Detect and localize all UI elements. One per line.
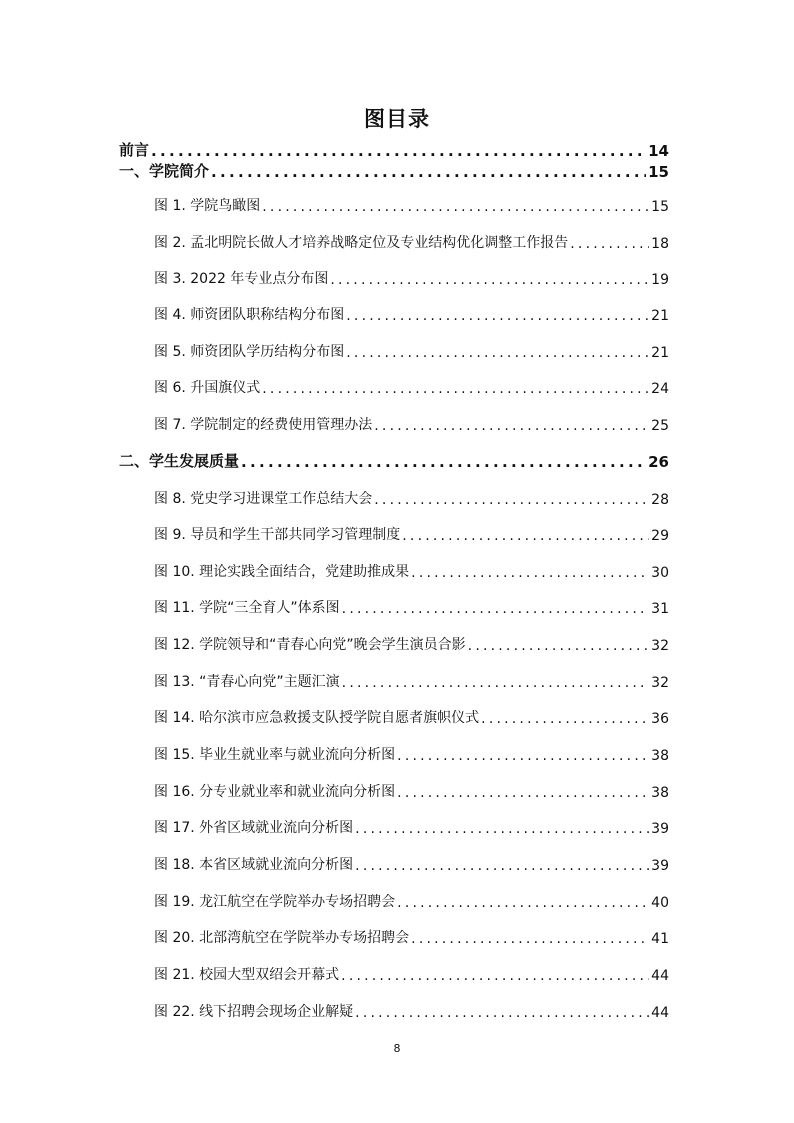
toc-figure-entry[interactable] xyxy=(154,522,669,544)
toc-page-number: 41 xyxy=(651,931,669,947)
toc-figure-label: 图 17. 外省区域就业流向分析图 xyxy=(154,820,354,836)
toc-figure-entry[interactable] xyxy=(154,632,669,654)
toc-page-number: 39 xyxy=(651,858,669,874)
toc-figure-label: 图 7. 学院制定的经费使用管理办法 xyxy=(154,417,373,433)
dot-leader xyxy=(397,785,649,801)
toc-figure-entry[interactable] xyxy=(154,999,669,1021)
toc-figure-entry[interactable] xyxy=(154,595,669,617)
toc-figure-entry[interactable] xyxy=(154,302,669,324)
toc-figure-label: 图 21. 校园大型双绍会开幕式 xyxy=(154,967,340,983)
dot-leader xyxy=(355,821,649,837)
toc-page-number: 18 xyxy=(651,236,669,252)
toc-figure-entry[interactable] xyxy=(154,815,669,837)
toc-figure-entry[interactable] xyxy=(154,375,669,397)
dot-leader xyxy=(330,272,649,288)
toc-figure-entry[interactable] xyxy=(154,889,669,911)
toc-figure-label: 图 2. 孟北明院长做人才培养战略定位及专业结构优化调整工作报告 xyxy=(154,235,569,251)
dot-leader xyxy=(346,308,649,324)
dot-leader xyxy=(355,1005,649,1021)
toc-figure-entry[interactable] xyxy=(154,486,669,508)
toc-figure-entry[interactable] xyxy=(154,669,669,691)
toc-page-number: 32 xyxy=(651,675,669,691)
toc-page-number: 24 xyxy=(651,381,669,397)
dot-leader xyxy=(346,345,649,361)
toc-page-number: 29 xyxy=(651,528,669,544)
toc-section-entry[interactable] xyxy=(119,159,669,181)
toc-figure-entry[interactable] xyxy=(154,559,669,581)
dot-leader xyxy=(411,565,649,581)
toc-figure-entry[interactable] xyxy=(154,266,669,288)
toc-figure-label: 图 3. 2022 年专业点分布图 xyxy=(154,271,329,287)
toc-section-label: 二、学生发展质量 xyxy=(119,452,240,470)
dot-leader xyxy=(570,236,649,252)
dot-leader xyxy=(262,381,649,397)
dot-leader xyxy=(402,528,649,544)
toc-figure-entry[interactable] xyxy=(154,193,669,215)
toc-figure-label: 图 4. 师资团队职称结构分布图 xyxy=(154,307,345,323)
toc-figure-entry[interactable] xyxy=(154,852,669,874)
dot-leader xyxy=(342,675,650,691)
toc-figure-entry[interactable] xyxy=(154,962,669,984)
toc-figure-label: 图 16. 分专业就业率和就业流向分析图 xyxy=(154,784,396,800)
toc-page-number: 26 xyxy=(648,453,669,471)
toc-figure-entry[interactable] xyxy=(154,705,669,727)
toc-figure-label: 图 19. 龙江航空在学院举办专场招聘会 xyxy=(154,894,396,910)
toc-page-number: 21 xyxy=(651,308,669,324)
toc-figure-label: 图 9. 导员和学生干部共同学习管理制度 xyxy=(154,527,401,543)
dot-leader xyxy=(151,142,646,160)
toc-page-number: 39 xyxy=(651,821,669,837)
toc-page-number: 30 xyxy=(651,565,669,581)
toc-figure-label: 图 6. 升国旗仪式 xyxy=(154,380,261,396)
page-number-footer: 8 xyxy=(393,1042,401,1055)
toc-section-entry[interactable] xyxy=(119,138,669,160)
toc-page-number: 25 xyxy=(651,418,669,434)
toc-page-number: 15 xyxy=(651,199,669,215)
toc-section-label: 前言 xyxy=(119,141,150,159)
toc-figure-label: 图 5. 师资团队学历结构分布图 xyxy=(154,344,345,360)
dot-leader xyxy=(342,601,650,617)
toc-figure-entry[interactable] xyxy=(154,412,669,434)
toc-page-number: 15 xyxy=(648,163,669,181)
page-title: 图目录 xyxy=(364,107,430,131)
dot-leader xyxy=(411,931,649,947)
toc-figure-label: 图 20. 北部湾航空在学院举办专场招聘会 xyxy=(154,930,410,946)
toc-figure-label: 图 14. 哈尔滨市应急救援支队授学院自愿者旗帜仪式 xyxy=(154,710,480,726)
dot-leader xyxy=(355,858,649,874)
toc-section-entry[interactable] xyxy=(119,449,669,471)
dot-leader xyxy=(468,638,650,654)
toc-page-number: 32 xyxy=(651,638,669,654)
toc-figure-entry[interactable] xyxy=(154,779,669,801)
toc-page-number: 36 xyxy=(651,711,669,727)
toc-figure-entry[interactable] xyxy=(154,925,669,947)
toc-figure-label: 图 10. 理论实践全面结合，党建助推成果 xyxy=(154,564,410,580)
toc-figure-label: 图 1. 学院鸟瞰图 xyxy=(154,198,261,214)
toc-figure-entry[interactable] xyxy=(154,742,669,764)
toc-page-number: 38 xyxy=(651,785,669,801)
dot-leader xyxy=(374,492,649,508)
dot-leader xyxy=(481,711,649,727)
dot-leader xyxy=(262,199,649,215)
dot-leader xyxy=(341,968,649,984)
toc-figure-entry[interactable] xyxy=(154,339,669,361)
toc-figure-label: 图 18. 本省区域就业流向分析图 xyxy=(154,857,354,873)
toc-page-number: 38 xyxy=(651,748,669,764)
toc-page-number: 44 xyxy=(651,968,669,984)
toc-figure-label: 图 11. 学院“三全育人”体系图 xyxy=(154,600,340,616)
dot-leader xyxy=(397,748,649,764)
toc-page-number: 19 xyxy=(651,272,669,288)
toc-page-number: 31 xyxy=(651,601,669,617)
toc-page-number: 14 xyxy=(648,142,669,160)
dot-leader xyxy=(211,163,646,181)
toc-figure-label: 图 8. 党史学习进课堂工作总结大会 xyxy=(154,491,373,507)
toc-figure-label: 图 22. 线下招聘会现场企业解疑 xyxy=(154,1004,354,1020)
dot-leader xyxy=(241,453,646,471)
toc-section-label: 一、学院简介 xyxy=(119,162,210,180)
dot-leader xyxy=(374,418,649,434)
toc-page-number: 44 xyxy=(651,1005,669,1021)
toc-figure-label: 图 12. 学院领导和“青春心向党”晚会学生演员合影 xyxy=(154,637,466,653)
toc-page-number: 40 xyxy=(651,895,669,911)
dot-leader xyxy=(397,895,649,911)
toc-page-number: 21 xyxy=(651,345,669,361)
toc-figure-label: 图 15. 毕业生就业率与就业流向分析图 xyxy=(154,747,396,763)
toc-figure-label: 图 13. “青春心向党”主题汇演 xyxy=(154,674,340,690)
toc-page-number: 28 xyxy=(651,492,669,508)
toc-figure-entry[interactable] xyxy=(154,230,669,252)
